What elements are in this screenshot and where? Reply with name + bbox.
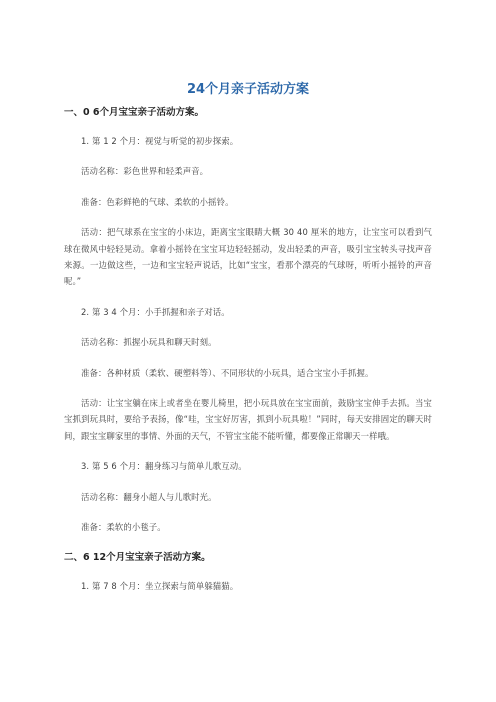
paragraph: 活动名称：抓握小玩具和聊天时刻。 <box>81 337 217 348</box>
section-heading: 一、0 6个月宝宝亲子活动方案。 <box>64 107 205 118</box>
paragraph: 活动：把气球系在宝宝的小床边，距离宝宝眼睛大概 30 40 厘米的地方，让宝宝可以看到气球在微风中轻轻晃动。拿着小摇铃在宝宝耳边轻轻摇动，发出轻柔的声音，吸引宝宝转头寻找声音来源。一边做这些，一边和宝宝轻声说话，比如“宝宝，看那个漂亮的气球呀，听听小摇铃的声音呢。” <box>64 227 432 287</box>
paragraph: 2. 第 3 4 个月：小手抓握和亲子对话。 <box>81 306 230 317</box>
paragraph: 3. 第 5 6 个月：翻身练习与简单儿歌互动。 <box>81 461 247 472</box>
paragraph: 1. 第 1 2 个月：视觉与听觉的初步探索。 <box>81 136 239 146</box>
paragraph: 准备：色彩鲜艳的气球、柔软的小摇铃。 <box>81 196 234 207</box>
paragraph: 活动名称：彩色世界和轻柔声音。 <box>81 166 209 177</box>
section-0-6-months <box>64 105 432 536</box>
paragraph: 准备：柔软的小毯子。 <box>81 522 166 533</box>
document-title: 24个月亲子活动方案 <box>186 82 310 97</box>
paragraph: 活动：让宝宝躺在床上或者坐在婴儿椅里，把小玩具放在宝宝面前，鼓励宝宝伸手去抓。当宝宝抓到玩具时，要给予表扬，像“哇，宝宝好厉害，抓到小玩具啦！”同时，每天安排固定的聊天时间，跟宝宝聊家里的事情、外面的天气，不管宝宝能不能听懂，都要像正常聊天一样哦。 <box>64 398 432 441</box>
paragraph: 准备：各种材质（柔软、硬塑料等）、不同形状的小玩具，适合宝宝小手抓握。 <box>81 367 374 378</box>
section-heading: 二、6 12个月宝宝亲子活动方案。 <box>64 551 211 563</box>
paragraph: 1. 第 7 8 个月：坐立探索与简单躲猫猫。 <box>81 580 239 591</box>
section-6-12-months <box>64 550 432 594</box>
paragraph: 活动名称：翻身小超人与儿歌时光。 <box>81 491 217 502</box>
